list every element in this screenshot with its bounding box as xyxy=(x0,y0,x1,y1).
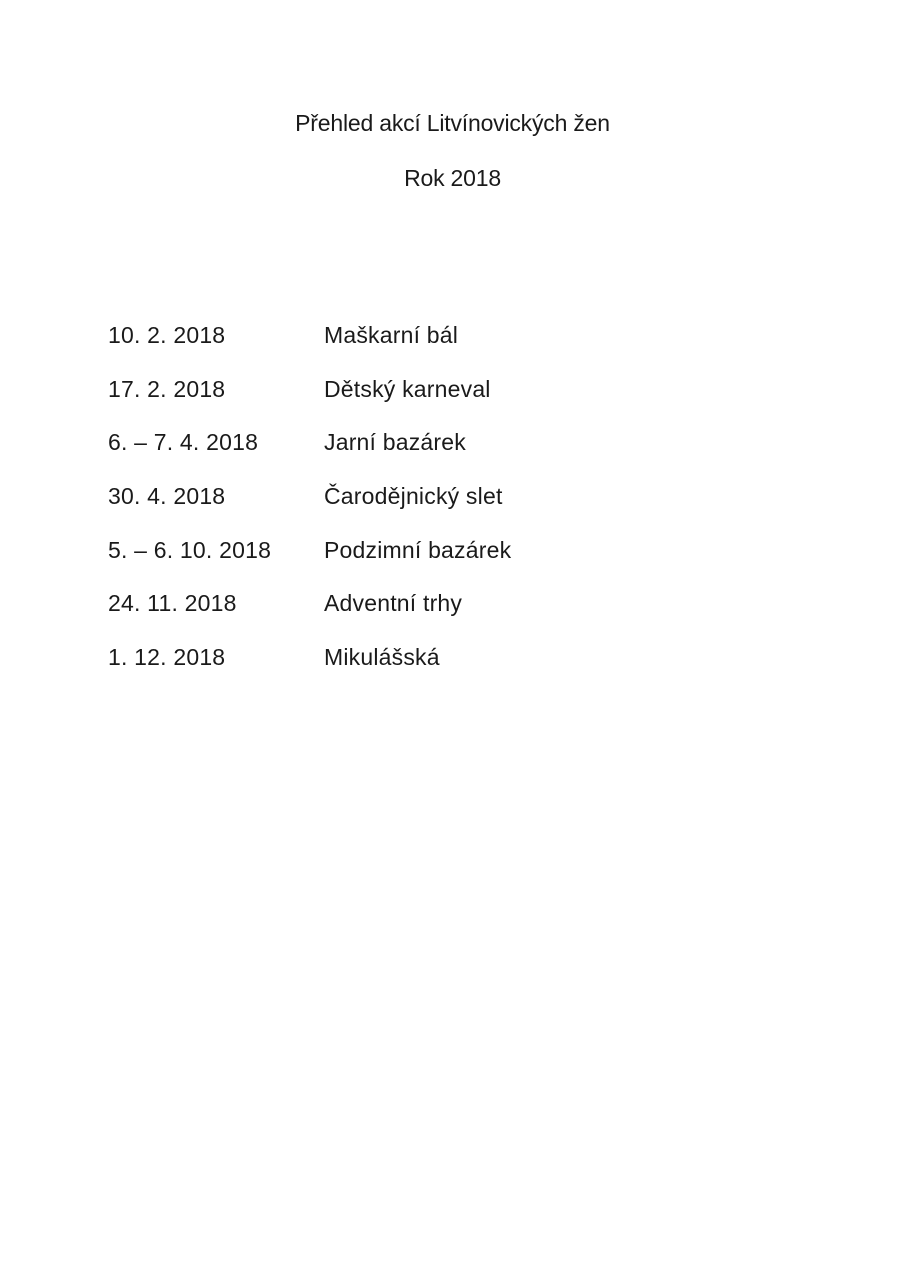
event-name: Jarní bazárek xyxy=(324,429,466,456)
event-date: 10. 2. 2018 xyxy=(108,322,226,348)
event-row xyxy=(108,483,808,537)
event-name: Čarodějnický slet xyxy=(324,483,503,510)
document-title: Přehled akcí Litvínovických žen xyxy=(295,110,610,136)
events-list xyxy=(108,322,808,698)
event-date: 24. 11. 2018 xyxy=(108,590,237,617)
event-row xyxy=(108,644,808,698)
event-row xyxy=(108,590,808,644)
event-name: Maškarní bál xyxy=(324,322,459,348)
event-row xyxy=(108,537,808,591)
event-date: 17. 2. 2018 xyxy=(108,375,226,402)
event-name: Mikulášská xyxy=(324,644,440,671)
event-date: 30. 4. 2018 xyxy=(108,483,226,510)
event-row xyxy=(108,429,808,483)
document-subtitle: Rok 2018 xyxy=(404,165,501,191)
event-date: 5. – 6. 10. 2018 xyxy=(108,536,272,563)
event-name: Podzimní bazárek xyxy=(324,536,512,563)
event-name: Adventní trhy xyxy=(324,590,463,617)
event-date: 1. 12. 2018 xyxy=(108,644,226,671)
event-row xyxy=(108,322,808,376)
event-date: 6. – 7. 4. 2018 xyxy=(108,429,259,456)
event-row xyxy=(108,376,808,430)
event-name: Dětský karneval xyxy=(324,375,491,402)
